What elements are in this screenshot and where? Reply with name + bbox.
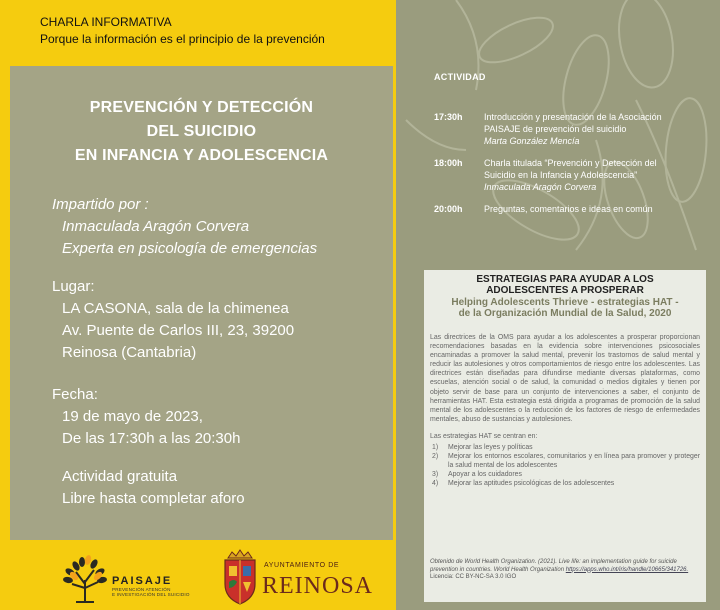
speaker-role: Experta en psicología de emergencias: [62, 240, 318, 257]
list-item-text: Apoyar a los cuidadores: [448, 471, 522, 479]
extra-block: [52, 466, 245, 510]
card-subtitle: [424, 297, 706, 319]
list-item: 3) Apoyar a los cuidadores: [430, 470, 700, 479]
event-info-box: [10, 66, 393, 540]
card-title: [424, 270, 706, 296]
place-venue: LA CASONA, sala de la chimenea: [62, 300, 289, 317]
list-item-text: Mejorar las leyes y políticas: [448, 444, 533, 452]
card-source: [430, 559, 700, 582]
right-panel: [396, 0, 720, 610]
card-body: [424, 319, 706, 489]
activity-speaker: Marta González Mencía: [484, 136, 580, 146]
event-title: [10, 96, 393, 168]
date-day: 19 de mayo de 2023,: [62, 408, 203, 425]
place-address: Av. Puente de Carlos III, 23, 39200: [62, 322, 295, 339]
header-title: CHARLA INFORMATIVA: [40, 15, 172, 29]
activity-speaker: Inmaculada Aragón Corvera: [484, 182, 597, 192]
coat-of-arms-icon: [220, 548, 260, 606]
list-item: 2) Mejorar los entornos escolares, comunitarios y en línea para promover y proteger la salud mental de los adolescentes: [432, 453, 700, 470]
card-list: [430, 443, 700, 488]
source-link[interactable]: https://apps.who.int/iris/handle/10665/341726.: [565, 566, 689, 573]
activity-line: Charla titulada “Prevención y Detección del: [484, 158, 657, 168]
header: [40, 14, 325, 48]
activity-line: Introducción y presentación de la Asociación: [484, 112, 662, 122]
activity-line: Preguntas, comentarios e ideas en común: [484, 204, 653, 214]
speaker-name: Inmaculada Aragón Corvera: [62, 218, 250, 235]
free-activity-text: Actividad gratuita: [62, 468, 178, 485]
activity-time: 17:30h: [434, 112, 463, 122]
capacity-text: Libre hasta completar aforo: [62, 490, 245, 507]
date-block: [52, 384, 240, 450]
paisaje-logo: [58, 550, 218, 604]
reinosa-logo: [220, 548, 374, 606]
place-label: Lugar:: [52, 278, 95, 295]
list-item: 1) Mejorar las leyes y políticas: [430, 443, 700, 452]
paisaje-name: PAISAJE: [112, 575, 173, 587]
date-label: Fecha:: [52, 386, 98, 403]
activity-line: PAISAJE de prevención del suicidio: [484, 124, 627, 134]
hat-strategies-card: [424, 270, 706, 602]
activity-title: ACTIVIDAD: [434, 72, 486, 82]
card-subtitle-line1: Helping Adolescents Thrieve - estrategias HAT -: [451, 297, 679, 308]
header-tagline: Porque la información es el principio de la prevención: [40, 32, 325, 46]
event-title-line3: EN INFANCIA Y ADOLESCENCIA: [74, 147, 329, 164]
source-citation: Obtenido de World Health Organization. (2021). Live life: an implementation guide for suicide prevention in countries. World Health Organization: [430, 559, 677, 573]
activity-time: 18:00h: [434, 158, 463, 168]
speaker-block: [52, 194, 317, 260]
license-text: Licencia: CC BY-NC-SA 3.0 IGO: [430, 574, 517, 581]
place-block: [52, 276, 294, 364]
card-title-line2: ADOLESCENTES A PROSPERAR: [486, 285, 644, 296]
activity-line: Suicidio en la Infancia y Adolescencia”: [484, 170, 638, 180]
list-item: 4) Mejorar las aptitudes psicológicas de los adolescentes: [430, 479, 700, 488]
footer-logos: [0, 540, 396, 610]
card-subtitle-line2: de la Organización Mundial de la Salud, 2020: [458, 308, 672, 319]
place-city: Reinosa (Cantabria): [62, 344, 197, 361]
activity-description: [484, 157, 720, 193]
event-title-line2: DEL SUICIDIO: [146, 123, 257, 140]
event-title-line1: PREVENCIÓN Y DETECCIÓN: [89, 99, 314, 116]
activity-time: 20:00h: [434, 204, 463, 214]
card-title-line1: ESTRATEGIAS PARA AYUDAR A LOS: [476, 274, 654, 285]
paisaje-subtitle-2: E INVESTIGACIÓN DEL SUICIDIO: [112, 592, 190, 597]
list-item-text: Mejorar los entornos escolares, comunitarios y en línea para promover y proteger la salud mental de los adolescentes: [448, 453, 700, 470]
date-hours: De las 17:30h a las 20:30h: [62, 430, 241, 447]
speaker-label: Impartido por :: [52, 196, 149, 213]
activity-description: [484, 111, 720, 147]
card-paragraph: Las directrices de la OMS para ayudar a los adolescentes a prosperar proporcionan recomendaciones basadas en la evidencia sobre intervenciones psicosociales encaminadas a promover la salud mental, prevenir los trastornos de salud mental y reducir las autolesiones y otros comportamientos de riesgo entre los adolescentes. Las directrices están diseñadas para difundirse mediante diversas plataformas, como escuelas, atención social o de salud, la comunidad o medios digitales y tienen por objeto servir de base para un conjunto de intervenciones a saber, el conjunto de herramientas HAT. Esta estrategia está dirigida a programas de promoción de la salud mental de los adolescentes o la reducción de los factores de riesgo de enfermedades mentales, abuso de sustancias y autolesiones.: [430, 334, 700, 423]
reinosa-name: REINOSA: [262, 573, 374, 599]
tree-icon: [58, 550, 112, 604]
list-item-text: Mejorar las aptitudes psicológicas de los adolescentes: [448, 480, 615, 488]
activity-description: [484, 203, 720, 215]
card-list-intro: Las estrategias HAT se centran en:: [430, 432, 538, 440]
ayuntamiento-label: AYUNTAMIENTO DE: [264, 562, 340, 569]
paisaje-subtitle-1: PREVENCIÓN ATENCIÓN: [112, 587, 171, 592]
paisaje-wordmark: [112, 575, 190, 597]
